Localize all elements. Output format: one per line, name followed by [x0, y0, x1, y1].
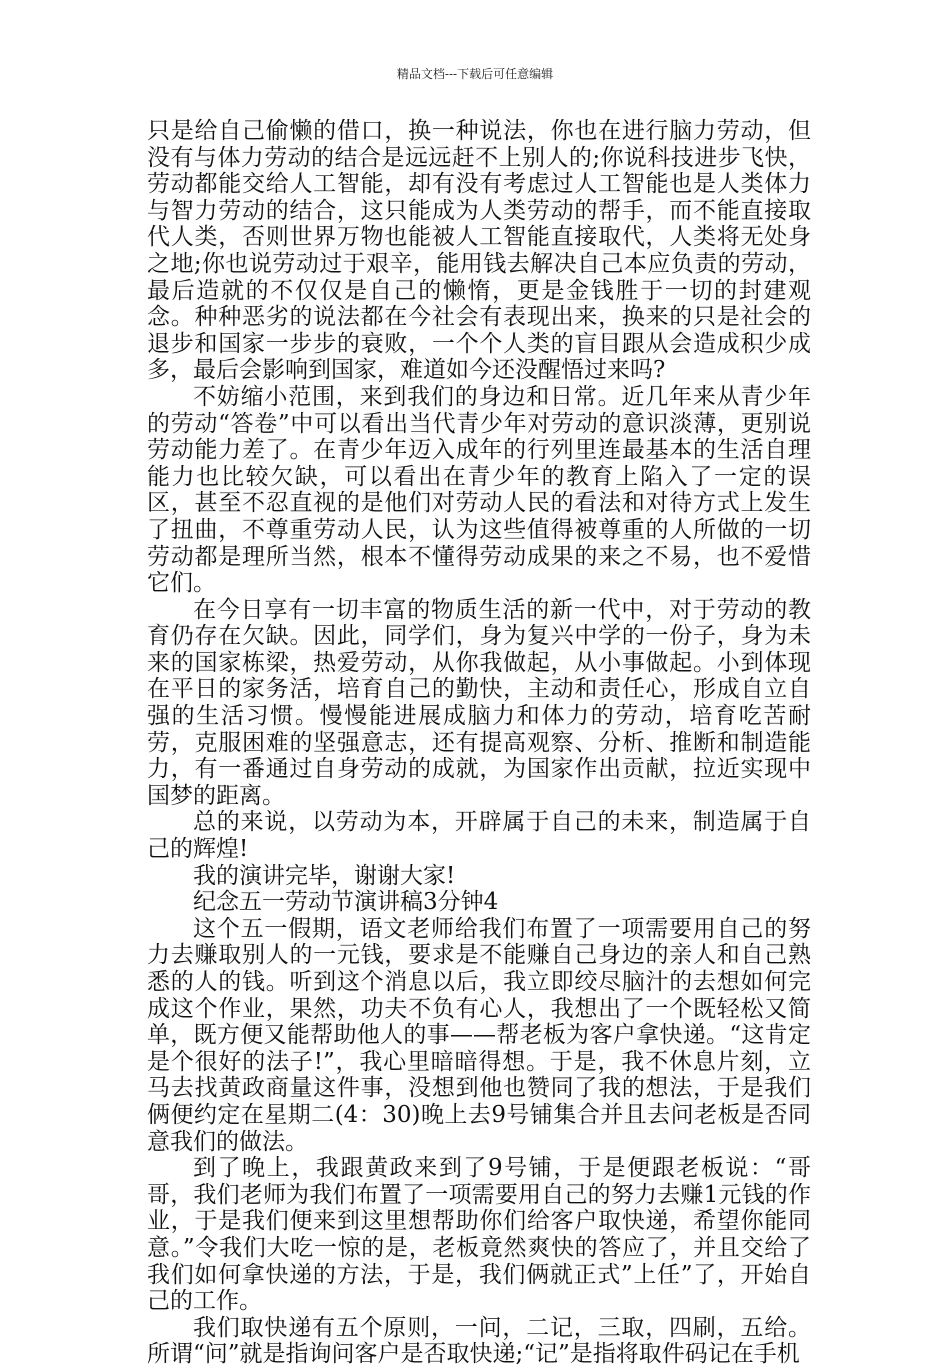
- document-body: [147, 118, 811, 1368]
- section-title: 纪念五一劳动节演讲稿3分钟4: [193, 889, 499, 916]
- paragraph: 只是给自己偷懒的借口，换一种说法，你也在进行脑力劳动，但没有与体力劳动的结合是远远赶不上别人的;你说科技进步飞快，劳动都能交给人工智能，却有没有考虑过人工智能也是人类体力与智力劳动的结合，这只能成为人类劳动的帮手，而不能直接取代人类，否则世界万物也能被人工智能直接取代，人类将无处身之地;你也说劳动过于艰辛，能用钱去解决自己本应负责的劳动，最后造就的不仅仅是自己的懒惰，更是金钱胜于一切的封建观念。种种恶劣的说法都在今社会有表现出来，换来的只是社会的退步和国家一步步的衰败，一个个人类的盲目跟从会造成积少成多，最后会影响到国家，难道如今还没醒悟过来吗?: [147, 118, 811, 384]
- paragraph: 我们取快递有五个原则，一问，二记，三取，四刷，五给。所谓“问”就是指询问客户是否取快递;“记”是指将取件码记在手机: [147, 1314, 811, 1368]
- paragraph: 不妨缩小范围，来到我们的身边和日常。近几年来从青少年的劳动“答卷”中可以看出当代青少年对劳动的意识淡薄，更别说劳动能力差了。在青少年迈入成年的行列里连最基本的生活自理能力也比较欠缺，可以看出在青少年的教育上陷入了一定的误区，甚至不忍直视的是他们对劳动人民的看法和对待方式上发生了扭曲，不尊重劳动人民，认为这些值得被尊重的人所做的一切劳动都是理所当然，根本不懂得劳动成果的来之不易，也不爱惜它们。: [147, 383, 811, 597]
- paragraph: 我的演讲完毕，谢谢大家!: [193, 862, 456, 889]
- paragraph: 这个五一假期，语文老师给我们布置了一项需要用自己的努力去赚取别人的一元钱，要求是不能赚自己身边的亲人和自己熟悉的人的钱。听到这个消息以后，我立即绞尽脑汁的去想如何完成这个作业，果然，功夫不负有心人，我想出了一个既轻松又简单，既方便又能帮助他人的事——帮老板为客户拿快递。“这肯定是个很好的法子!”，我心里暗暗得想。于是，我不休息片刻，立马去找黄政商量这件事，没想到他也赞同了我的想法，于是我们俩便约定在星期二(4：30)晚上去9号铺集合并且去问老板是否同意我们的做法。: [147, 915, 811, 1155]
- paragraph: 总的来说，以劳动为本，开辟属于自己的未来，制造属于自己的辉煌!: [147, 809, 811, 863]
- paragraph: 在今日享有一切丰富的物质生活的新一代中，对于劳动的教育仍存在欠缺。因此，同学们，身为复兴中学的一份子，身为未来的国家栋梁，热爱劳动，从你我做起，从小事做起。小到体现在平日的家务活，培育自己的勤快，主动和责任心，形成自立自强的生活习惯。慢慢能进展成脑力和体力的劳动，培育吃苦耐劳，克服困难的坚强意志，还有提高观察、分析、推断和制造能力，有一番通过自身劳动的成就，为国家作出贡献，拉近实现中国梦的距离。: [147, 596, 811, 809]
- paragraph: 到了晚上，我跟黄政来到了9号铺，于是便跟老板说：“哥哥，我们老师为我们布置了一项需要用自己的努力去赚1元钱的作业，于是我们便来到这里想帮助你们给客户取快递，希望你能同意。”令我们大吃一惊的是，老板竟然爽快的答应了，并且交给了我们如何拿快递的方法，于是，我们俩就正式”上任”了，开始自己的工作。: [147, 1155, 811, 1315]
- page-header: 精品文档---下载后可任意编辑: [396, 67, 554, 81]
